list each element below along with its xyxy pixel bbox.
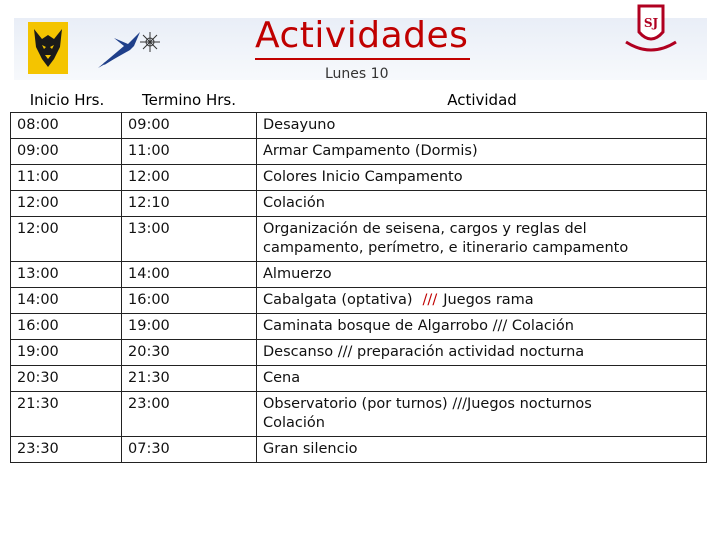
activity-text: Observatorio (por turnos) ///Juegos nocturnos — [263, 396, 592, 412]
activity-text-line2: Colación — [263, 415, 325, 431]
school-crest-icon — [622, 2, 680, 58]
activity-cell — [257, 165, 707, 191]
activity-text: Desayuno — [263, 117, 336, 133]
end-time-cell: 23:00 — [122, 392, 257, 437]
start-time-cell: 08:00 — [11, 113, 122, 139]
start-time-cell: 12:00 — [11, 217, 122, 262]
start-time-cell: 13:00 — [11, 262, 122, 288]
start-time-cell: 20:30 — [11, 366, 122, 392]
end-time-cell: 20:30 — [122, 340, 257, 366]
activity-cell — [257, 139, 707, 165]
start-time-cell: 14:00 — [11, 288, 122, 314]
table-row — [11, 113, 707, 139]
activity-text: Colores Inicio Campamento — [263, 169, 463, 185]
start-time-cell: 16:00 — [11, 314, 122, 340]
column-header-start: Inicio Hrs. — [29, 91, 105, 109]
activity-text-secondary: Juegos rama — [443, 292, 534, 308]
activity-cell — [257, 314, 707, 340]
table-row — [11, 191, 707, 217]
end-time-cell: 14:00 — [122, 262, 257, 288]
activity-text: Cabalgata (optativa) — [263, 292, 413, 308]
activity-cell — [257, 288, 707, 314]
activity-text: Armar Campamento (Dormis) — [263, 143, 478, 159]
table-row — [11, 288, 707, 314]
end-time-cell: 12:00 — [122, 165, 257, 191]
end-time-cell: 13:00 — [122, 217, 257, 262]
table-row — [11, 314, 707, 340]
schedule-table — [10, 112, 707, 463]
activity-cell — [257, 113, 707, 139]
end-time-cell: 07:30 — [122, 437, 257, 463]
end-time-cell: 21:30 — [122, 366, 257, 392]
start-time-cell: 19:00 — [11, 340, 122, 366]
table-row — [11, 217, 707, 262]
start-time-cell: 12:00 — [11, 191, 122, 217]
activity-cell — [257, 392, 707, 437]
activity-text: Cena — [263, 370, 301, 386]
table-row — [11, 340, 707, 366]
activity-text: Colación — [263, 195, 325, 211]
end-time-cell: 11:00 — [122, 139, 257, 165]
table-row — [11, 262, 707, 288]
day-label: Lunes 10 — [325, 66, 389, 82]
svg-text:SJ: SJ — [643, 16, 659, 30]
end-time-cell: 12:10 — [122, 191, 257, 217]
wolf-logo-icon — [28, 22, 68, 74]
activity-text-line2: campamento, perímetro, e itinerario campamento — [263, 240, 629, 256]
end-time-cell: 16:00 — [122, 288, 257, 314]
end-time-cell: 09:00 — [122, 113, 257, 139]
start-time-cell: 11:00 — [11, 165, 122, 191]
activity-text: Caminata bosque de Algarrobo /// Colación — [263, 318, 574, 334]
table-row — [11, 437, 707, 463]
activity-text: Gran silencio — [263, 441, 358, 457]
end-time-cell: 19:00 — [122, 314, 257, 340]
activity-cell — [257, 217, 707, 262]
table-row — [11, 392, 707, 437]
bird-flower-icon — [94, 24, 164, 74]
separator-mark: /// — [422, 292, 438, 308]
table-row — [11, 139, 707, 165]
activity-text: Organización de seisena, cargos y reglas del — [263, 221, 587, 237]
activity-cell — [257, 366, 707, 392]
activity-cell — [257, 340, 707, 366]
start-time-cell: 23:30 — [11, 437, 122, 463]
column-header-activity: Actividad — [447, 91, 517, 109]
column-header-end: Termino Hrs. — [141, 91, 236, 109]
activity-text: Almuerzo — [263, 266, 332, 282]
start-time-cell: 21:30 — [11, 392, 122, 437]
page-title: Actividades — [255, 14, 470, 60]
table-row — [11, 366, 707, 392]
activity-text: Descanso /// preparación actividad nocturna — [263, 344, 585, 360]
start-time-cell: 09:00 — [11, 139, 122, 165]
table-row — [11, 165, 707, 191]
activity-cell — [257, 191, 707, 217]
activity-cell — [257, 437, 707, 463]
activity-cell — [257, 262, 707, 288]
